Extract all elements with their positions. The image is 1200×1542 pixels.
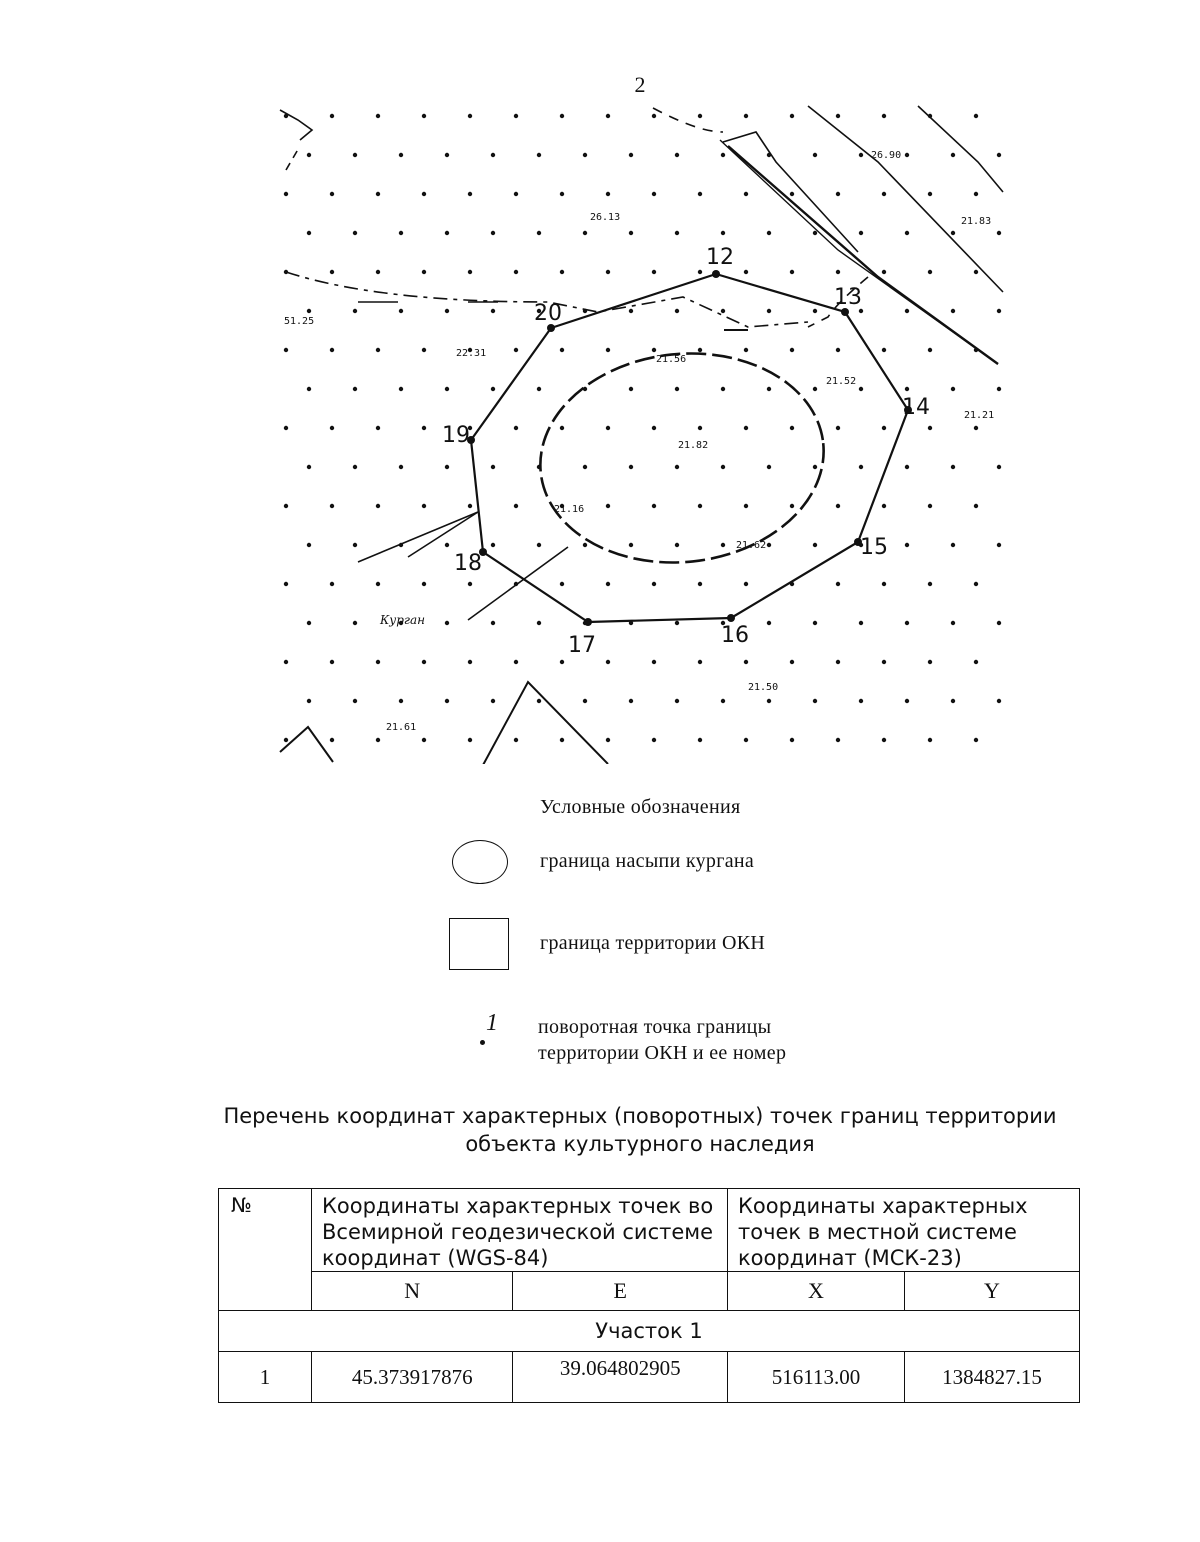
col-n-header: N [312, 1272, 513, 1311]
point-label-14: 14 [902, 395, 930, 420]
page-number: 2 [634, 72, 646, 97]
mound-boundary [530, 340, 834, 577]
svg-text:21.56: 21.56 [656, 354, 687, 365]
turning-point-legend-label [538, 1014, 786, 1066]
mound-boundary-legend-label: граница насыпи кургана [540, 850, 755, 872]
caption-line-2: объекта культурного наследия [465, 1132, 815, 1156]
svg-text:21.16: 21.16 [554, 504, 585, 515]
turning-point-legend-line1: поворотная точка границы [538, 1016, 772, 1038]
point-label-17: 17 [568, 633, 596, 658]
cell-n: 45.373917876 [312, 1352, 513, 1403]
dot-pattern [284, 114, 1001, 742]
terrain-marks [284, 150, 994, 733]
mound-boundary-legend-symbol [452, 840, 508, 884]
kurgan-label: Курган [380, 613, 426, 627]
table-row [219, 1352, 1080, 1403]
point-label-20: 20 [534, 301, 562, 326]
okn-boundary-legend-label: граница территории ОКН [540, 932, 766, 954]
svg-text:21.21: 21.21 [964, 410, 995, 421]
col-number-header: № [219, 1189, 312, 1311]
msk23-header: Координаты характерных точек в местной системе координат (МСК-23) [728, 1189, 1080, 1272]
svg-text:21.82: 21.82 [678, 440, 709, 451]
svg-text:21.61: 21.61 [386, 722, 417, 733]
col-y-header: Y [905, 1272, 1080, 1311]
svg-text:21.62: 21.62 [736, 540, 767, 551]
col-x-header: X [728, 1272, 905, 1311]
svg-text:22.31: 22.31 [456, 348, 487, 359]
point-label-16: 16 [721, 623, 749, 648]
site-map [278, 102, 1006, 764]
point-label-13: 13 [834, 285, 862, 310]
turning-point-legend-line2: территории ОКН и ее номер [538, 1042, 787, 1064]
svg-text:21.52: 21.52 [826, 376, 857, 387]
okn-boundary-legend-symbol [449, 918, 509, 970]
svg-text:21.83: 21.83 [961, 216, 992, 227]
wgs84-header: Координаты характерных точек во Всемирной геодезической системе координат (WGS-84) [312, 1189, 728, 1272]
turning-point-legend-number: 1 [486, 1010, 498, 1036]
point-label-18: 18 [454, 551, 482, 576]
background-lines [280, 106, 1003, 764]
coordinates-table [218, 1188, 1080, 1403]
cell-x: 516113.00 [728, 1352, 905, 1403]
svg-text:21.50: 21.50 [748, 682, 779, 693]
legend-title: Условные обозначения [540, 796, 741, 818]
cell-e: 39.064802905 [513, 1352, 728, 1403]
col-e-header: E [513, 1272, 728, 1311]
cell-y: 1384827.15 [905, 1352, 1080, 1403]
point-label-12: 12 [706, 245, 734, 270]
svg-text:26.90: 26.90 [871, 150, 902, 161]
point-label-19: 19 [442, 423, 470, 448]
table-caption [190, 1102, 1090, 1158]
cell-no: 1 [219, 1352, 312, 1403]
svg-text:26.13: 26.13 [590, 212, 621, 223]
turning-point-legend-dot [480, 1040, 485, 1045]
svg-text:51.25: 51.25 [284, 316, 315, 327]
point-label-15: 15 [860, 535, 888, 560]
section-label: Участок 1 [219, 1311, 1080, 1352]
caption-line-1: Перечень координат характерных (поворотных) точек границ территории [223, 1104, 1057, 1128]
